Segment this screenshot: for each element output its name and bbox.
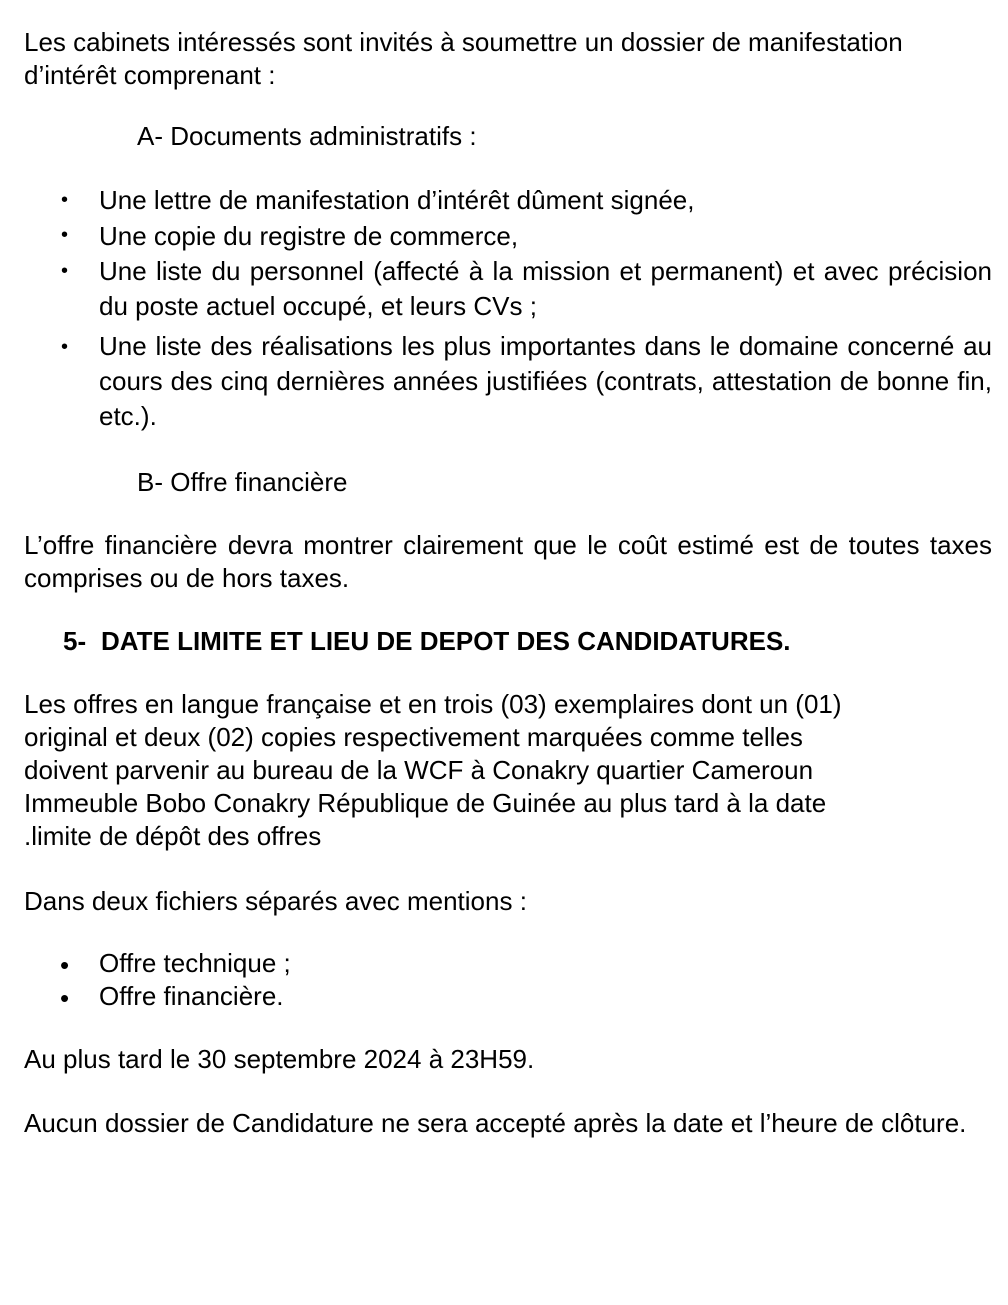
deposit-line: doivent parvenir au bureau de la WCF à Conakry quartier Cameroun: [24, 755, 814, 785]
bullet-icon: •: [61, 224, 69, 246]
financial-offer-paragraph: L’offre financière devra montrer clairement que le coût estimé est de toutes taxes comprises ou de hors taxes.: [24, 530, 992, 593]
deadline-paragraph: Au plus tard le 30 septembre 2024 à 23H59.: [24, 1044, 535, 1074]
bullet-icon: •: [60, 950, 70, 980]
bullet-icon: •: [60, 983, 70, 1013]
deposit-line: .limite de dépôt des offres: [24, 821, 322, 851]
deposit-line: Immeuble Bobo Conakry République de Guinée au plus tard à la date: [24, 788, 827, 818]
list-item: Une liste des réalisations les plus importantes dans le domaine concerné au cours des cinq dernières années justifiées (contrats, attestation de bonne fin, etc.).: [99, 331, 992, 431]
section-b-title: B- Offre financière: [137, 467, 348, 497]
intro-paragraph: Les cabinets intéressés sont invités à soumettre un dossier de manifestation d’intérêt comprenant :: [24, 27, 903, 90]
bullet-icon: •: [61, 189, 69, 211]
deposit-line: Les offres en langue française et en trois (03) exemplaires dont un (01): [24, 689, 842, 719]
list-item: Offre technique ;: [99, 948, 291, 978]
files-intro: Dans deux fichiers séparés avec mentions :: [24, 886, 527, 916]
section-a-title: A- Documents administratifs :: [137, 121, 477, 151]
bullet-icon: •: [61, 260, 69, 282]
bullet-icon: •: [61, 336, 69, 358]
closing-paragraph: Aucun dossier de Candidature ne sera accepté après la date et l’heure de clôture.: [24, 1108, 967, 1138]
heading-title: DATE LIMITE ET LIEU DE DEPOT DES CANDIDATURES.: [101, 626, 791, 656]
deposit-line: original et deux (02) copies respectivement marquées comme telles: [24, 722, 803, 752]
list-item: Une lettre de manifestation d’intérêt dûment signée,: [99, 185, 695, 215]
deposit-paragraph: [24, 688, 992, 853]
list-item: Une liste du personnel (affecté à la mission et permanent) et avec précision du poste actuel occupé, et leurs CVs ;: [99, 256, 992, 321]
list-item: Offre financière.: [99, 981, 284, 1011]
list-item: Une copie du registre de commerce,: [99, 221, 519, 251]
heading-number: 5-: [63, 626, 87, 656]
